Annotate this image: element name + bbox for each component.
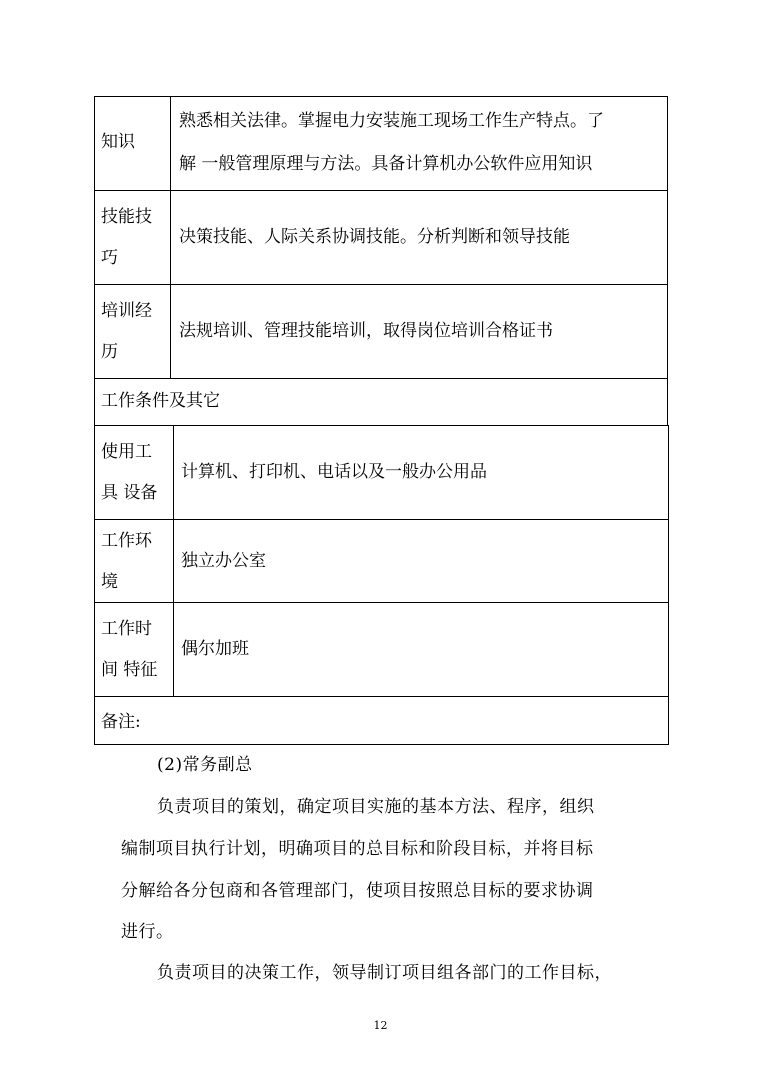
table1-row-divider — [94, 190, 668, 191]
table1-row-divider — [94, 284, 668, 285]
work-conditions-header: 工作条件及其它 — [101, 391, 220, 411]
paragraph-line: 负责项目的决策工作，领导制订项目组各部门的工作目标， — [157, 963, 612, 983]
worktime-label-line-2: 间 特征 — [101, 660, 158, 680]
skills-label-line-1: 技能技 — [101, 207, 152, 227]
environment-label-line-2: 境 — [101, 572, 118, 592]
skills-content: 决策技能、人际关系协调技能。分析判断和领导技能 — [179, 227, 570, 247]
training-label-line-1: 培训经 — [101, 301, 152, 321]
paragraph-line: 负责项目的策划，确定项目实施的基本方法、程序，组织 — [157, 797, 595, 817]
table2-row-divider — [94, 519, 669, 520]
table2-column-divider — [173, 425, 174, 697]
paragraph-line: 分解给各分包商和各管理部门，使项目按照总目标的要求协调 — [121, 881, 594, 901]
tools-content: 计算机、打印机、电话以及一般办公用品 — [181, 462, 487, 482]
worktime-content: 偶尔加班 — [181, 639, 249, 659]
environment-label-line-1: 工作环 — [101, 531, 152, 551]
skills-label-line-2: 巧 — [101, 248, 118, 268]
table2-row-divider — [94, 602, 669, 603]
knowledge-content-line-2: 解 一般管理原理与方法。具备计算机办公软件应用知识 — [179, 154, 593, 174]
table2-row-divider — [94, 696, 669, 697]
remarks-label: 备注: — [101, 712, 141, 732]
page-number: 12 — [373, 1019, 388, 1032]
knowledge-label-line: 知识 — [101, 132, 135, 152]
section-heading: (2)常务副总 — [157, 755, 253, 775]
requirements-table — [94, 96, 668, 426]
knowledge-content-line-1: 熟悉相关法律。掌握电力安装施工现场工作生产特点。了 — [179, 111, 604, 131]
knowledge-label — [101, 127, 135, 152]
training-content: 法规培训、管理技能培训，取得岗位培训合格证书 — [179, 321, 553, 341]
worktime-label-line-1: 工作时 — [101, 619, 152, 639]
paragraph-line: 进行。 — [121, 922, 174, 942]
paragraph-line: 编制项目执行计划，明确项目的总目标和阶段目标，并将目标 — [121, 839, 594, 859]
tools-label-line-2: 具 设备 — [101, 483, 158, 503]
environment-content: 独立办公室 — [181, 551, 266, 571]
table1-column-divider — [170, 96, 171, 379]
tools-label-line-1: 使用工 — [101, 442, 152, 462]
training-label-line-2: 历 — [101, 342, 118, 362]
table1-row-divider — [94, 378, 668, 379]
